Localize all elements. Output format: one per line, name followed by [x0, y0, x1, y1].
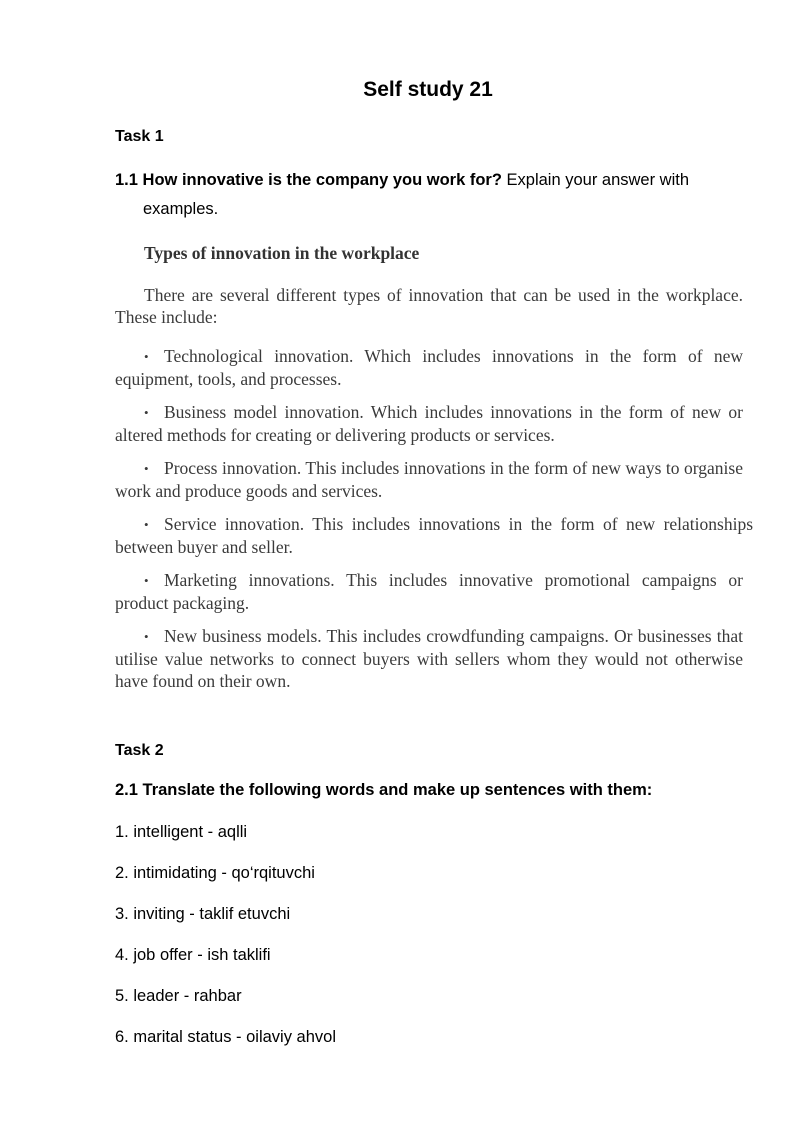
list-item-text: Business model innovation. Which includes innovations in the form of new or altered methods for creating or delivering products or services.	[115, 402, 743, 445]
vocabulary-item: 1. intelligent - aqlli	[115, 823, 248, 841]
list-item	[115, 625, 743, 692]
list-item	[115, 457, 743, 502]
vocabulary-item: 4. job offer - ish taklifi	[115, 946, 271, 964]
bullet-icon: •	[144, 461, 149, 476]
bullet-icon: •	[144, 517, 149, 532]
vocabulary-item: 6. marital status - oilaviy ahvol	[115, 1028, 337, 1046]
list-item	[115, 569, 743, 614]
list-item-text: Marketing innovations. This includes innovative promotional campaigns or product packaging.	[115, 570, 743, 613]
list-item	[115, 345, 743, 390]
task2-question: 2.1 Translate the following words and make up sentences with them:	[115, 781, 653, 799]
question-rest-line1: Explain your answer with	[506, 171, 690, 189]
vocabulary-item: 5. leader - rahbar	[115, 987, 242, 1005]
question-bold: How innovative is the company you work for?	[142, 171, 502, 189]
bullet-icon: •	[144, 349, 149, 364]
intro-paragraph: There are several different types of innovation that can be used in the workplace. These include:	[115, 285, 743, 327]
question-number: 1.1	[115, 171, 138, 189]
list-item-text: Process innovation. This includes innovations in the form of new ways to organise work and produce goods and services.	[115, 458, 743, 501]
task1-question	[115, 166, 745, 224]
bullet-icon: •	[144, 573, 149, 588]
vocabulary-list	[115, 821, 336, 1067]
list-item-text: Service innovation. This includes innovations in the form of new relationships between buyer and seller.	[115, 514, 753, 557]
vocabulary-item: 3. inviting - taklif etuvchi	[115, 905, 291, 923]
page-title: Self study 21	[363, 78, 493, 101]
list-item-text: New business models. This includes crowdfunding campaigns. Or businesses that utilise value networks to connect buyers with sellers whom they would not otherwise have found on their own.	[115, 626, 743, 691]
section-subheading: Types of innovation in the workplace	[144, 243, 420, 263]
list-item	[115, 401, 743, 446]
list-item	[115, 513, 753, 558]
task2-heading: Task 2	[115, 742, 164, 759]
task1-heading: Task 1	[115, 128, 164, 145]
innovation-types-list	[115, 345, 753, 703]
bullet-icon: •	[144, 629, 149, 644]
question-rest-line2: examples.	[143, 200, 219, 218]
list-item-text: Technological innovation. Which includes innovations in the form of new equipment, tools, and processes.	[115, 346, 743, 389]
bullet-icon: •	[144, 405, 149, 420]
vocabulary-item: 2. intimidating - qo‘rqituvchi	[115, 864, 315, 882]
